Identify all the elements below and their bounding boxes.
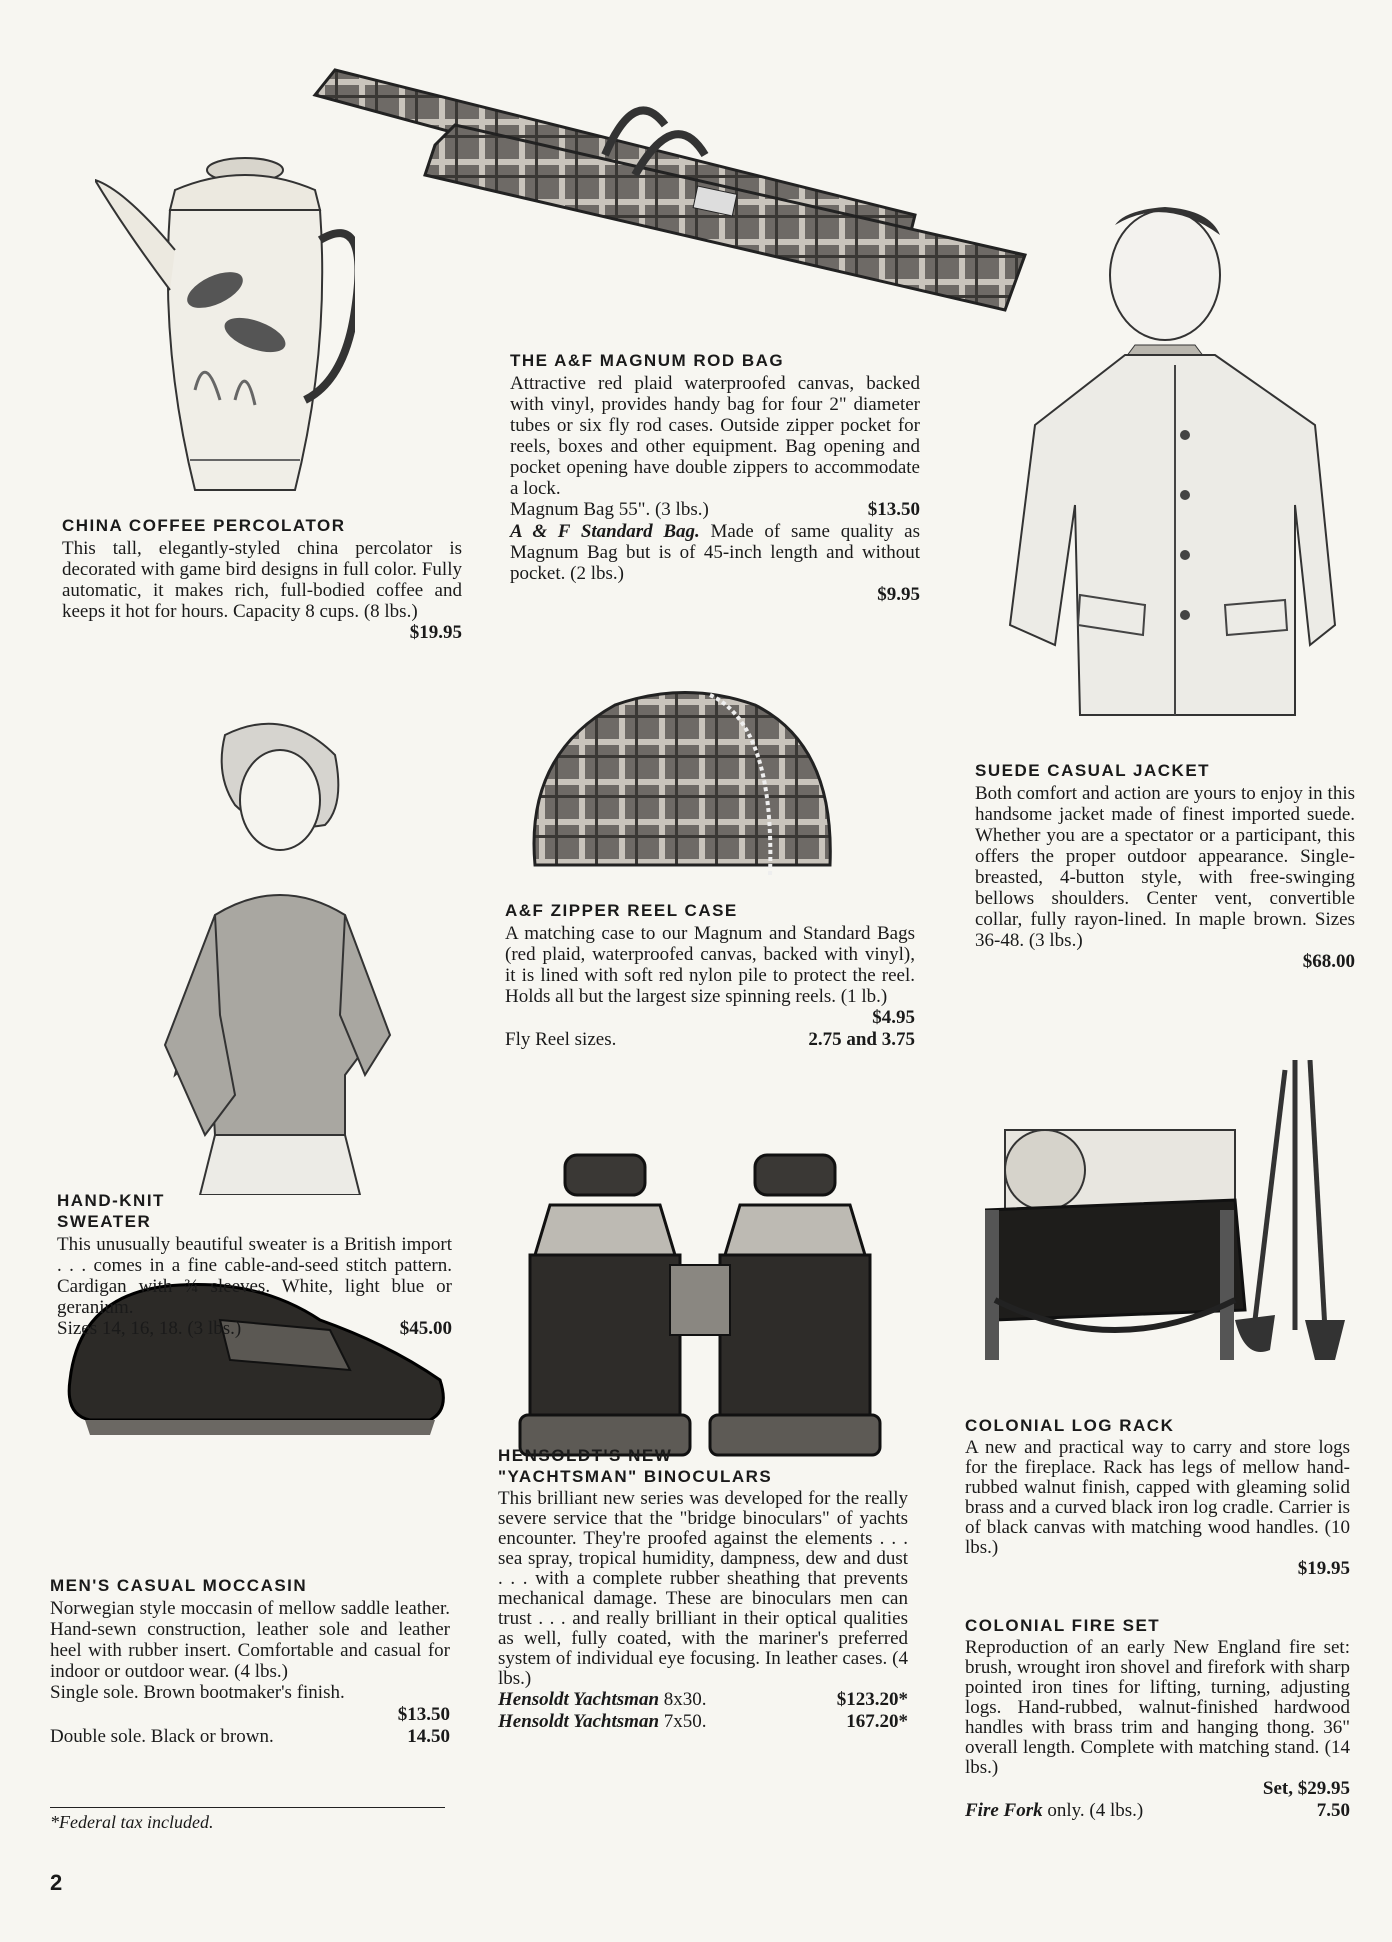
moccasin-title: MEN'S CASUAL MOCCASIN — [50, 1576, 308, 1595]
percolator-block — [62, 515, 462, 644]
single-sole-label: Single sole. Brown bootmaker's finish. — [50, 1682, 345, 1703]
fly-reel-label: Fly Reel sizes. — [505, 1029, 617, 1050]
reel-case-title: A&F ZIPPER REEL CASE — [505, 901, 738, 920]
fire-set-title: COLONIAL FIRE SET — [965, 1616, 1161, 1635]
binoculars-title-line2: "YACHTSMAN" BINOCULARS — [498, 1467, 773, 1486]
sweater-sizes: Sizes 14, 16, 18. (3 lbs.) — [57, 1318, 242, 1339]
binoculars-illustration — [510, 1145, 900, 1465]
sweater-block — [57, 1190, 452, 1340]
jacket-block — [975, 760, 1355, 973]
binoculars-description: This brilliant new series was developed for the really severe service that the "bridge binoculars" of yachts encounter. They're proofed against the elements . . . sea spray, tropical humidity, dampness, dew and dust . . . with a complete rubber sheathing that prevents mechanical damage. These are binoculars men can trust . . . and really brilliant in their optical qualities as well, fully coated, with the mariner's preferred system of individual eye focusing. In leather cases. (4 lbs.) — [498, 1488, 908, 1689]
footnote: *Federal tax included. — [50, 1812, 214, 1832]
fire-set-block — [965, 1615, 1350, 1822]
moccasin-block — [50, 1575, 450, 1748]
log-rack-block — [965, 1415, 1350, 1580]
binoculars-model2-size: 7x50. — [659, 1711, 707, 1732]
log-rack-title: COLONIAL LOG RACK — [965, 1416, 1175, 1435]
double-sole-price: 14.50 — [407, 1726, 450, 1747]
standard-bag-name: A & F Standard Bag. — [510, 521, 700, 542]
fire-fork-name: Fire Fork — [965, 1800, 1043, 1821]
log-rack-illustration — [985, 1060, 1370, 1400]
fly-reel-price: 2.75 and 3.75 — [808, 1029, 915, 1050]
rod-bag-title: THE A&F MAGNUM ROD BAG — [510, 351, 785, 370]
reel-case-description: A matching case to our Magnum and Standard Bags (red plaid, waterproofed canvas, backed with vinyl), it is lined with soft red nylon pile to protect the reel. Holds all but the largest size spinning reels. (1 lb.) — [505, 923, 915, 1007]
fire-fork-description: only. (4 lbs.) — [1042, 1800, 1144, 1821]
binoculars-block — [498, 1445, 908, 1733]
fire-fork-price: 7.50 — [1316, 1800, 1350, 1821]
sweater-illustration — [145, 715, 405, 1195]
jacket-price: $68.00 — [1302, 951, 1355, 972]
log-rack-price: $19.95 — [1297, 1558, 1350, 1579]
reel-case-illustration — [525, 685, 845, 885]
fire-set-price: Set, $29.95 — [1262, 1778, 1350, 1799]
binoculars-model1-name: Hensoldt Yachtsman — [498, 1689, 660, 1710]
rod-bag-illustration — [305, 65, 1045, 325]
moccasin-description: Norwegian style moccasin of mellow saddle leather. Hand-sewn construction, leather sole and leather heel with rubber insert. Comfortable and casual for indoor or outdoor wear. (4 lbs.) — [50, 1598, 450, 1682]
double-sole-label: Double sole. Black or brown. — [50, 1726, 274, 1747]
binoculars-model2-price: 167.20* — [846, 1711, 908, 1732]
magnum-bag-price: $13.50 — [867, 499, 920, 520]
log-rack-description: A new and practical way to carry and store logs for the fireplace. Rack has legs of mellow hand-rubbed walnut finish, capped with gleaming solid brass and a curved black iron log cradle. Carrier is of black canvas with matching wood handles. (10 lbs.) — [965, 1437, 1350, 1558]
jacket-description: Both comfort and action are yours to enjoy in this handsome jacket made of finest imported suede. Whether you are a spectator or a participant, this offers the proper outdoor appearance. Single-breasted, 4-button style, with free-swinging bellows shoulders. Center vent, convertible collar, fully rayon-lined. In maple brown. Sizes 36-48. (3 lbs.) — [975, 783, 1355, 951]
binoculars-model1-size: 8x30. — [659, 1689, 707, 1710]
fire-set-description: Reproduction of an early New England fire set: brush, wrought iron shovel and firefork with sharp pointed iron tines for lifting, turning, adjusting logs. Hand-rubbed, walnut-finished hardwood handles with brass trim and hanging thong. 36" overall length. Complete with matching stand. (14 lbs.) — [965, 1637, 1350, 1778]
jacket-illustration — [995, 205, 1340, 725]
reel-case-block — [505, 900, 915, 1051]
page-number: 2 — [50, 1870, 63, 1895]
percolator-title: CHINA COFFEE PERCOLATOR — [62, 516, 346, 535]
percolator-description: This tall, elegantly-styled china percolator is decorated with game bird designs in full color. Fully automatic, it makes rich, full-bodied coffee and keeps it hot for hours. Capacity 8 cups. (8 lbs.) — [62, 538, 462, 622]
percolator-price: $19.95 — [409, 622, 462, 643]
standard-bag-price: $9.95 — [877, 584, 920, 605]
single-sole-price: $13.50 — [397, 1704, 450, 1725]
sweater-title-line1: HAND-KNIT — [57, 1191, 165, 1210]
standard-bag-description: Made of same quality as Magnum Bag but is of 45-inch length and without pocket. (2 lbs.) — [510, 521, 920, 584]
binoculars-title-line1: HENSOLDT'S NEW — [498, 1446, 673, 1465]
sweater-description: This unusually beautiful sweater is a British import . . . comes in a fine cable-and-seed stitch pattern. Cardigan with ¾ sleeves. White, light blue or geranium. — [57, 1234, 452, 1318]
jacket-title: SUEDE CASUAL JACKET — [975, 761, 1211, 780]
magnum-bag-label: Magnum Bag 55". (3 lbs.) — [510, 499, 709, 520]
sweater-title-line2: SWEATER — [57, 1212, 152, 1231]
reel-case-price: $4.95 — [872, 1007, 915, 1028]
footnote-divider — [50, 1807, 445, 1808]
binoculars-model2-name: Hensoldt Yachtsman — [498, 1711, 660, 1732]
sweater-price: $45.00 — [399, 1318, 452, 1339]
rod-bag-block — [510, 350, 920, 606]
binoculars-model1-price: $123.20* — [836, 1689, 908, 1710]
rod-bag-description: Attractive red plaid waterproofed canvas, backed with vinyl, provides handy bag for four 2" diameter tubes or six fly rod cases. Outside zipper pocket for reels, boxes and other equipment. Bag opening and pocket opening have double zippers to accommodate a lock. — [510, 373, 920, 499]
